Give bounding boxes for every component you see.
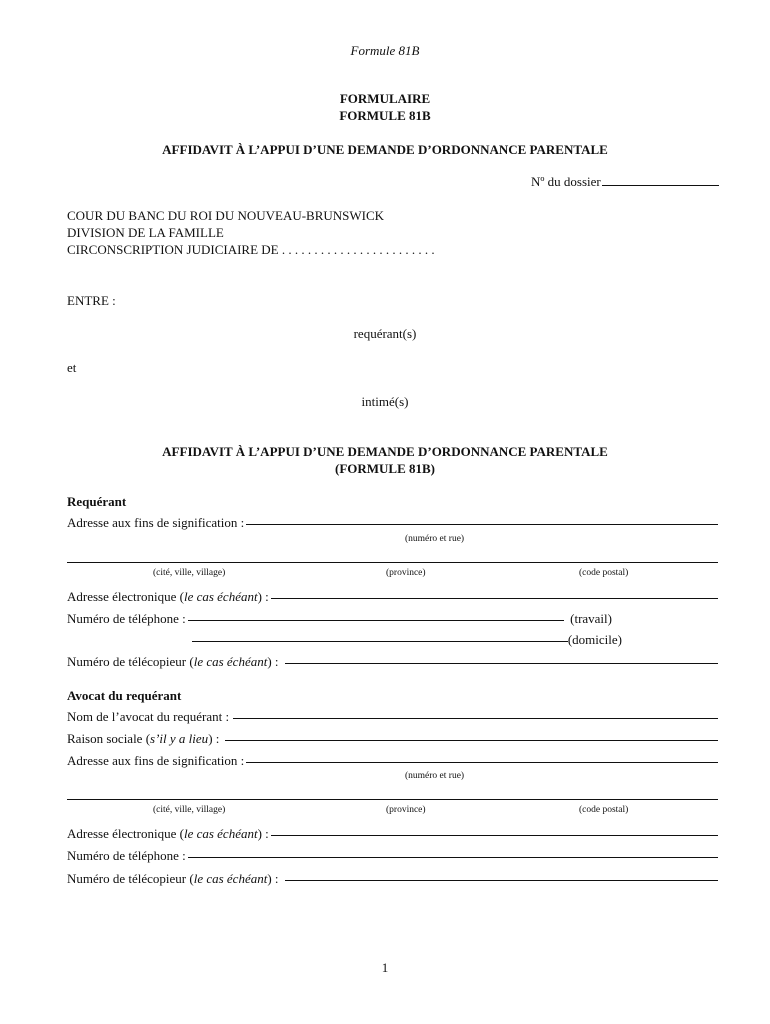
lawyer-email-row <box>67 826 718 842</box>
applicant-email-label: Adresse électronique ( <box>67 589 184 604</box>
lawyer-phone-row <box>67 848 718 864</box>
applicant-home-phone-blank[interactable] <box>192 641 568 642</box>
applicant-province-caption: (province) <box>386 568 426 578</box>
applicant-heading: Requérant <box>67 494 127 509</box>
applicant-fax-qualifier: le cas échéant <box>193 654 268 669</box>
applicant-service-address-label: Adresse aux fins de signification : <box>67 515 245 530</box>
applicant-email-label-end: ) : <box>257 589 269 604</box>
lawyer-city-caption: (cité, ville, village) <box>153 805 226 815</box>
applicant-party-label: requérant(s) <box>353 326 417 341</box>
firm-name-qualifier: s’il y a lieu <box>150 731 209 746</box>
work-phone-suffix: (travail) <box>570 611 612 626</box>
applicant-city-caption: (cité, ville, village) <box>153 568 226 578</box>
applicant-email-qualifier: le cas échéant <box>183 589 258 604</box>
lawyer-postal-caption: (code postal) <box>579 805 629 815</box>
applicant-email-blank[interactable] <box>271 598 718 599</box>
lawyer-email-label-end: ) : <box>257 826 269 841</box>
lawyer-province-caption: (province) <box>386 805 426 815</box>
lawyer-email-qualifier: le cas échéant <box>183 826 258 841</box>
court-name: COUR DU BANC DU ROI DU NOUVEAU-BRUNSWICK <box>67 208 385 223</box>
lawyer-street-blank[interactable] <box>246 762 718 763</box>
respondent-party-label: intimé(s) <box>361 394 409 409</box>
lawyer-email-blank[interactable] <box>271 835 718 836</box>
lawyer-heading: Avocat du requérant <box>67 688 182 703</box>
running-title: Formule 81B <box>350 43 420 58</box>
firm-name-label-end: ) : <box>208 731 220 746</box>
applicant-home-phone-row <box>192 632 622 648</box>
applicant-service-address-row <box>67 515 718 531</box>
lawyer-fax-label: Numéro de télécopieur ( <box>67 871 194 886</box>
lawyer-city-blank[interactable] <box>67 799 718 800</box>
lawyer-fax-row <box>67 871 718 887</box>
page-number: 1 <box>381 960 389 975</box>
lawyer-name-blank[interactable] <box>233 718 718 719</box>
lawyer-phone-blank[interactable] <box>188 857 718 858</box>
file-number-blank[interactable] <box>602 185 719 186</box>
applicant-street-caption: (numéro et rue) <box>405 534 465 544</box>
between-label: ENTRE : <box>67 293 116 308</box>
and-label: et <box>67 360 77 375</box>
applicant-city-blank[interactable] <box>67 562 718 563</box>
applicant-fax-label: Numéro de télécopieur ( <box>67 654 194 669</box>
lawyer-street-caption: (numéro et rue) <box>405 771 465 781</box>
applicant-street-blank[interactable] <box>246 524 718 525</box>
applicant-phone-label: Numéro de téléphone : <box>67 611 186 626</box>
form-title-line2: FORMULE 81B <box>339 108 431 123</box>
lawyer-fax-qualifier: le cas échéant <box>193 871 268 886</box>
applicant-work-phone-row <box>67 611 612 627</box>
applicant-fax-blank[interactable] <box>285 663 718 664</box>
form-title-line1: FORMULAIRE <box>339 91 431 106</box>
file-number-label: Nº du dossier <box>531 174 601 189</box>
applicant-email-row <box>67 589 718 605</box>
applicant-postal-caption: (code postal) <box>579 568 629 578</box>
applicant-work-phone-blank[interactable] <box>188 620 564 621</box>
lawyer-phone-label: Numéro de téléphone : <box>67 848 186 863</box>
applicant-fax-label-end: ) : <box>267 654 279 669</box>
lawyer-fax-blank[interactable] <box>285 880 718 881</box>
firm-name-blank[interactable] <box>225 740 718 741</box>
form-number-repeat: (FORMULE 81B) <box>334 461 436 476</box>
judicial-district: CIRCONSCRIPTION JUDICIAIRE DE . . . . . . . . . . . . . . . . . . . . . . . . <box>67 242 435 257</box>
lawyer-name-label: Nom de l’avocat du requérant : <box>67 709 230 724</box>
lawyer-fax-label-end: ) : <box>267 871 279 886</box>
file-number-field <box>531 174 719 190</box>
firm-name-row <box>67 731 718 747</box>
firm-name-label: Raison sociale ( <box>67 731 151 746</box>
court-division: DIVISION DE LA FAMILLE <box>67 225 224 240</box>
lawyer-name-row <box>67 709 718 725</box>
home-phone-suffix: (domicile) <box>567 632 622 647</box>
lawyer-service-address-label: Adresse aux fins de signification : <box>67 753 245 768</box>
applicant-fax-row <box>67 654 718 670</box>
lawyer-service-address-row <box>67 753 718 769</box>
lawyer-email-label: Adresse électronique ( <box>67 826 184 841</box>
affidavit-title-repeat: AFFIDAVIT À L’APPUI D’UNE DEMANDE D’ORDONNANCE PARENTALE <box>162 444 608 459</box>
affidavit-title: AFFIDAVIT À L’APPUI D’UNE DEMANDE D’ORDONNANCE PARENTALE <box>162 142 608 157</box>
